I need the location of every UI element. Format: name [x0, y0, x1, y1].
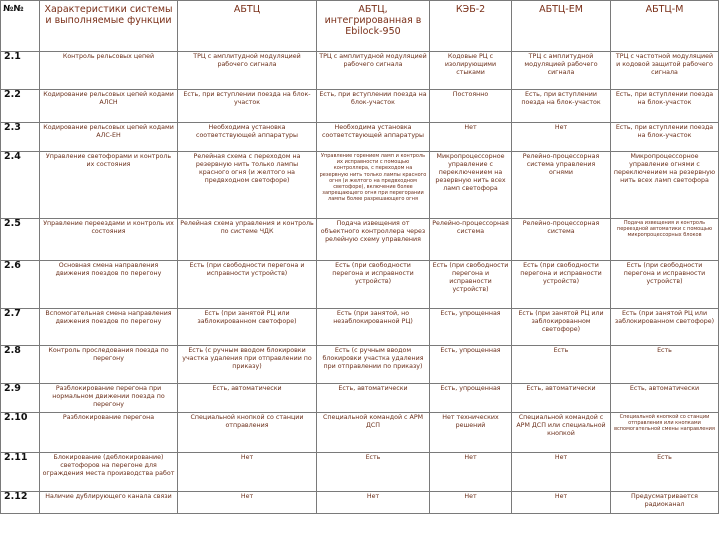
header-abtc-m: АБТЦ-М: [611, 1, 719, 52]
table-row: [1, 492, 719, 514]
cell-keb2: Нет технических решений: [430, 413, 512, 453]
header-abtc-em: АБТЦ-ЕМ: [512, 1, 611, 52]
table-row: [1, 346, 719, 384]
cell-keb2: Есть, упрощенная: [430, 346, 512, 384]
cell-function: Управление переездами и контроль их состояния: [40, 219, 178, 261]
cell-abtc-ebilock: Есть (при свободности перегона и исправности устройств): [317, 261, 430, 309]
cell-abtc-ebilock: Есть (при занятой, но незаблокированной РЦ): [317, 309, 430, 346]
cell-abtc: Нет: [178, 492, 317, 514]
cell-function: Блокирование (деблокирование) светофоров на перегоне для ограждения места производства работ: [40, 453, 178, 492]
cell-abtc-m: Микропроцессорное управление огнями с переключением на резервную нить всех ламп светофора: [611, 152, 719, 219]
cell-abtc-em: Есть, автоматически: [512, 384, 611, 413]
header-abtc-ebilock: АБТЦ, интегрированная в Ebilock-950: [317, 1, 430, 52]
cell-abtc: Релейная схема управления и контроль по системе ЧДК: [178, 219, 317, 261]
cell-abtc-m: Есть: [611, 346, 719, 384]
cell-abtc: Есть (при свободности перегона и исправности устройств): [178, 261, 317, 309]
cell-abtc-m: Есть (при свободности перегона и исправности устройств): [611, 261, 719, 309]
cell-keb2: Есть, упрощенная: [430, 384, 512, 413]
row-number: 2.3: [1, 123, 40, 152]
cell-abtc-ebilock: Есть, автоматически: [317, 384, 430, 413]
cell-abtc-ebilock: Есть (с ручным вводом блокировки участка удаления при отправлении по приказу): [317, 346, 430, 384]
cell-function: Основная смена направления движения поездов по перегону: [40, 261, 178, 309]
cell-abtc: Есть (с ручным вводом блокировки участка удаления при отправлении по приказу): [178, 346, 317, 384]
cell-function: Вспомогательная смена направления движения поездов по перегону: [40, 309, 178, 346]
cell-abtc-ebilock: Есть, при вступлении поезда на блок-участок: [317, 90, 430, 123]
cell-keb2: Есть, упрощенная: [430, 309, 512, 346]
row-number: 2.2: [1, 90, 40, 123]
cell-abtc-em: Релейно-процессорная система управления огнями: [512, 152, 611, 219]
cell-abtc-em: Есть (при занятой РЦ или заблокированном светофоре): [512, 309, 611, 346]
row-number: 2.9: [1, 384, 40, 413]
cell-abtc: Есть, автоматически: [178, 384, 317, 413]
cell-abtc-m: Подача извещения и контроль переездной автоматики с помощью микропроцессорных блоков: [611, 219, 719, 261]
cell-abtc-m: Есть, при вступлении поезда на блок-участок: [611, 90, 719, 123]
cell-abtc-m: Специальной кнопкой со станции отправления или кнопками вспомогательной смены направления: [611, 413, 719, 453]
cell-keb2: Микропроцессорное управление с переключением на резервную нить всех ламп светофора: [430, 152, 512, 219]
cell-abtc: ТРЦ с амплитудной модуляцией рабочего сигнала: [178, 52, 317, 90]
cell-abtc: Есть, при вступлении поезда на блок-участок: [178, 90, 317, 123]
cell-keb2: Релейно-процессорная система: [430, 219, 512, 261]
cell-abtc: Релейная схема с переходом на резервную нить только лампы красного огня (и желтого на предвходном светофоре): [178, 152, 317, 219]
cell-abtc-m: Есть: [611, 453, 719, 492]
header-num: №№: [1, 1, 40, 52]
row-number: 2.12: [1, 492, 40, 514]
cell-abtc-ebilock: Подача извещения от объектного контроллера через релейную схему управления: [317, 219, 430, 261]
cell-abtc-m: Предусматривается радиоканал: [611, 492, 719, 514]
cell-abtc-m: Есть (при занятой РЦ или заблокированном светофоре): [611, 309, 719, 346]
row-number: 2.1: [1, 52, 40, 90]
table-row: [1, 152, 719, 219]
cell-abtc-ebilock: Специальной командой с АРМ ДСП: [317, 413, 430, 453]
cell-abtc-ebilock: Есть: [317, 453, 430, 492]
cell-abtc-ebilock: Нет: [317, 492, 430, 514]
table-row: [1, 413, 719, 453]
cell-abtc-em: Есть, при вступлении поезда на блок-участок: [512, 90, 611, 123]
cell-function: Кодирование рельсовых цепей кодами АЛСН: [40, 90, 178, 123]
row-number: 2.10: [1, 413, 40, 453]
cell-function: Разблокирование перегона при нормальном движении поезда по перегону: [40, 384, 178, 413]
table-row: [1, 453, 719, 492]
header-abtc: АБТЦ: [178, 1, 317, 52]
cell-abtc: Специальной кнопкой со станции отправления: [178, 413, 317, 453]
header-functions: Характеристики системы и выполняемые функции: [40, 1, 178, 52]
cell-keb2: Нет: [430, 453, 512, 492]
table-row: [1, 261, 719, 309]
cell-function: Разблокирование перегона: [40, 413, 178, 453]
cell-abtc-ebilock: ТРЦ с амплитудной модуляцией рабочего сигнала: [317, 52, 430, 90]
table-row: [1, 309, 719, 346]
cell-abtc-m: Есть, при вступлении поезда на блок-участок: [611, 123, 719, 152]
row-number: 2.7: [1, 309, 40, 346]
cell-keb2: Есть (при свободности перегона и исправности устройств): [430, 261, 512, 309]
cell-abtc-em: Нет: [512, 453, 611, 492]
cell-abtc-em: Специальной командой с АРМ ДСП или специальной кнопкой: [512, 413, 611, 453]
cell-keb2: Постоянно: [430, 90, 512, 123]
cell-abtc: Есть (при занятой РЦ или заблокированном светофоре): [178, 309, 317, 346]
cell-abtc-ebilock: Необходима установка соответствующей аппаратуры: [317, 123, 430, 152]
cell-abtc-em: Нет: [512, 492, 611, 514]
cell-abtc-em: Релейно-процессорная система: [512, 219, 611, 261]
cell-abtc-em: Есть (при свободности перегона и исправности устройств): [512, 261, 611, 309]
table-row: [1, 90, 719, 123]
row-number: 2.11: [1, 453, 40, 492]
cell-abtc-em: Есть: [512, 346, 611, 384]
row-number: 2.8: [1, 346, 40, 384]
table-row: [1, 123, 719, 152]
cell-abtc-m: Есть, автоматически: [611, 384, 719, 413]
cell-abtc-m: ТРЦ с частотной модуляцией и кодовой защитой рабочего сигнала: [611, 52, 719, 90]
table-row: [1, 219, 719, 261]
cell-abtc: Нет: [178, 453, 317, 492]
header-keb2: КЭБ-2: [430, 1, 512, 52]
row-number: 2.6: [1, 261, 40, 309]
cell-keb2: Нет: [430, 123, 512, 152]
cell-keb2: Нет: [430, 492, 512, 514]
cell-function: Наличие дублирующего канала связи: [40, 492, 178, 514]
row-number: 2.4: [1, 152, 40, 219]
cell-function: Контроль рельсовых цепей: [40, 52, 178, 90]
cell-abtc-em: Нет: [512, 123, 611, 152]
cell-abtc: Необходима установка соответствующей аппаратуры: [178, 123, 317, 152]
cell-function: Управление светофорами и контроль их состояния: [40, 152, 178, 219]
row-number: 2.5: [1, 219, 40, 261]
cell-function: Кодирование рельсовых цепей кодами АЛС-ЕН: [40, 123, 178, 152]
header-row: [1, 1, 719, 52]
cell-function: Контроль проследования поезда по перегону: [40, 346, 178, 384]
table-row: [1, 52, 719, 90]
cell-abtc-em: ТРЦ с амплитудной модуляцией рабочего сигнала: [512, 52, 611, 90]
cell-abtc-ebilock: Управление горением ламп и контроль их исправности с помощью контроллера, с переходом на резервную нить только лампы красного огня (и желтого на предвходном светофоре), включение более запрещающего огня при перегорании лампы более разрешающего огня: [317, 152, 430, 219]
table-row: [1, 384, 719, 413]
cell-keb2: Кодовые РЦ с изолирующими стыками: [430, 52, 512, 90]
